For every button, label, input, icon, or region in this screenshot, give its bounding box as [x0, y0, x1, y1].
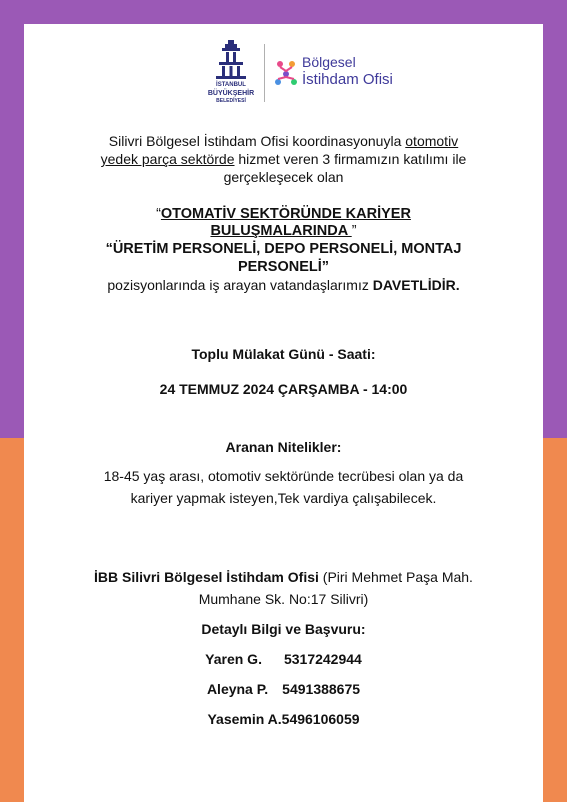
close-quote: ”: [351, 223, 357, 239]
intro-line3: gerçekleşecek olan: [223, 169, 344, 185]
office-address-2: Mumhane Sk. No:17 Silivri): [198, 591, 369, 607]
requirements-line1: 18-45 yaş arası, otomotiv sektöründe tecrübesi olan ya da: [103, 468, 464, 484]
interview-label: Toplu Mülakat Günü - Saati:: [191, 346, 376, 362]
intro-part2: hizmet veren 3 firmamızın katılımı ile: [234, 151, 467, 167]
partner-line1: Bölgesel: [302, 54, 356, 70]
interview-datetime: 24 TEMMUZ 2024 ÇARŞAMBA - 14:00: [159, 381, 408, 397]
contact-row-1: [24, 651, 543, 668]
contact-name: Yaren G.: [205, 651, 262, 667]
ibb-name-line1: İSTANBUL: [216, 82, 246, 88]
ibb-name-line2: BÜYÜKŞEHİR: [207, 90, 255, 97]
intro-highlight-2: yedek parça sektörde: [100, 151, 235, 167]
requirements-line2: kariyer yapmak isteyen,Tek vardiya çalışabilecek.: [130, 490, 437, 506]
people-network-icon: [272, 58, 300, 88]
bolgesel-istihdam-logo: [272, 46, 432, 102]
event-title-line1: [24, 206, 543, 223]
logo-divider: [264, 44, 265, 102]
logo-bar: [202, 38, 432, 108]
contact-phone: 5317242944: [283, 651, 362, 667]
intro-highlight-1: otomotiv: [405, 133, 459, 149]
ibb-tower-icon: [202, 38, 260, 82]
contact-name: Yasemin A.: [207, 711, 282, 727]
requirements-label: Aranan Nitelikler:: [225, 439, 342, 455]
intro-part1: Silivri Bölgesel İstihdam Ofisi koordinasyonuyla: [108, 133, 406, 149]
office-line1: [24, 569, 543, 586]
content-panel: [24, 24, 543, 802]
invite-line: [24, 277, 543, 294]
office-address-1: (Piri Mehmet Paşa Mah.: [318, 569, 473, 585]
contact-phone: 5491388675: [282, 681, 361, 697]
intro-line1: [24, 133, 543, 150]
positions-line1: “ÜRETİM PERSONELİ, DEPO PERSONELİ, MONTAJ: [105, 241, 462, 257]
event-title-line2: [24, 223, 543, 240]
contact-row-3: [24, 711, 543, 728]
ibb-logo: [202, 38, 260, 108]
office-name: İBB Silivri Bölgesel İstihdam Ofisi: [94, 569, 319, 585]
contact-row-2: [24, 681, 543, 698]
event-title-2: BULUŞMALARINDA: [210, 223, 352, 239]
contact-phone: 5496106059: [281, 711, 360, 727]
positions-line2: PERSONELİ”: [237, 259, 330, 275]
contact-name: Aleyna P.: [206, 681, 269, 697]
partner-line2: İstihdam Ofisi: [302, 71, 393, 88]
event-title-1: OTOMATİV SEKTÖRÜNDE KARİYER: [160, 206, 411, 222]
invite-text: pozisyonlarında iş arayan vatandaşlarımız: [107, 277, 373, 293]
contact-label: Detaylı Bilgi ve Başvuru:: [201, 621, 366, 637]
intro-line2: [24, 151, 543, 168]
ibb-name-line3: BELEDİYESİ: [216, 98, 246, 104]
invite-bold: DAVETLİDİR.: [372, 277, 460, 293]
open-quote: “: [156, 206, 161, 222]
